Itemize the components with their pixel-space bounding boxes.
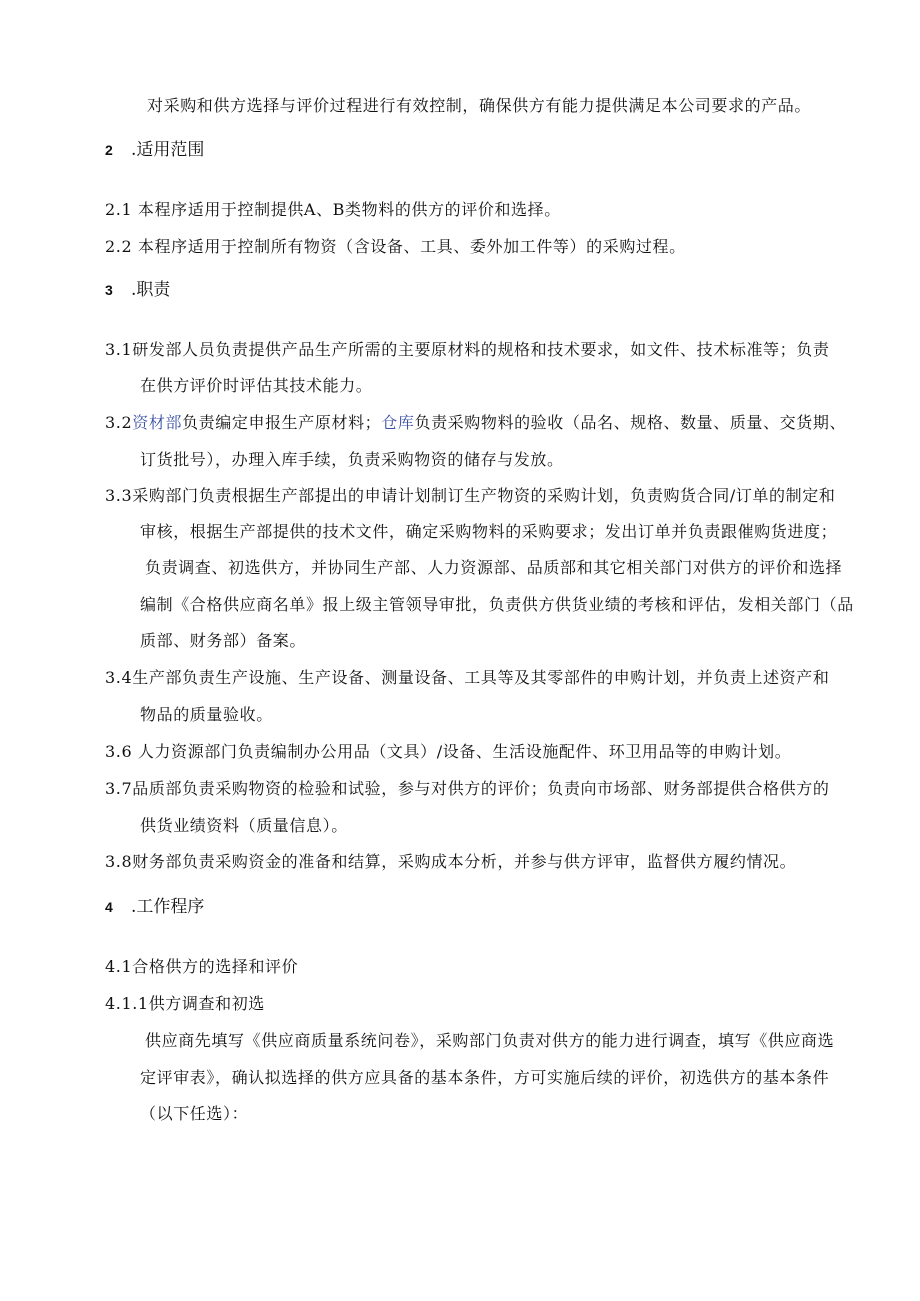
item-3-8: 3.8财务部负责采购资金的准备和结算，采购成本分析，并参与供方评审，监督供方履约情况。 <box>105 852 797 871</box>
item-3-2-line-2: 订货批号），办理入库手续，负责采购物资的储存与发放。 <box>140 450 564 469</box>
warehouse-link[interactable]: 仓库 <box>381 413 415 432</box>
section-3-number: 3 <box>105 282 113 298</box>
section-2-title: .适用范围 <box>131 140 205 160</box>
item-3-1-line-1: 3.1研发部人员负责提供产品生产所需的主要原材料的规格和技术要求，如文件、技术标准等；负责 <box>105 340 830 359</box>
item-3-6: 3.6 人力资源部门负责编制办公用品（文具）/设备、生活设施配件、环卫用品等的申购计划。 <box>105 742 792 761</box>
item-3-3-line-3: 负责调查、初选供方，并协同生产部、人力资源部、品质部和其它相关部门对供方的评价和选择 <box>145 558 843 577</box>
section-4-title: .工作程序 <box>131 897 205 917</box>
section-3-title: .职责 <box>131 280 171 300</box>
section-2-number: 2 <box>105 142 113 158</box>
item-3-1-line-2: 在供方评价时评估其技术能力。 <box>140 376 373 395</box>
subsection-4-1-heading: 4.1合格供方的选择和评价 <box>105 957 299 976</box>
section-2-heading <box>105 140 204 160</box>
materials-dept-link[interactable]: 资材部 <box>132 413 183 432</box>
item-2-1: 2.1 本程序适用于控制提供A、B类物料的供方的评价和选择。 <box>105 200 561 219</box>
item-3-7-line-2: 供货业绩资料（质量信息）。 <box>140 816 348 835</box>
section-4-heading <box>105 897 204 917</box>
item-3-2-prefix: 3.2 <box>105 413 133 432</box>
subsection-4-1-1-heading: 4.1.1供方调查和初选 <box>105 994 265 1013</box>
item-3-2-rest: 负责采购物料的验收（品名、规格、数量、质量、交货期、 <box>414 413 847 432</box>
item-3-3-line-5: 质部、财务部）备案。 <box>140 631 307 650</box>
item-3-3-line-1: 3.3采购部门负责根据生产部提出的申请计划制订生产物资的采购计划，负责购货合同/订单的制定和 <box>105 486 836 505</box>
item-3-2-line-1 <box>105 413 846 433</box>
item-3-2-mid: 负责编定申报生产原材料； <box>182 413 382 432</box>
item-3-4-line-1: 3.4生产部负责生产设施、生产设备、测量设备、工具等及其零部件的申购计划，并负责上述资产和 <box>105 668 830 687</box>
section-4-paragraph-line-1: 供应商先填写《供应商质量系统问卷》，采购部门负责对供方的能力进行调查，填写《供应商选 <box>145 1031 835 1050</box>
item-3-3-line-4: 编制《合格供应商名单》报上级主管领导审批，负责供方供货业绩的考核和评估，发相关部门（品 <box>140 595 854 614</box>
item-2-2: 2.2 本程序适用于控制所有物资（含设备、工具、委外加工件等）的采购过程。 <box>105 237 686 256</box>
section-4-number: 4 <box>105 899 113 915</box>
section-4-paragraph-line-3: （以下任选）： <box>140 1104 249 1123</box>
section-3-heading <box>105 280 170 300</box>
item-3-3-line-2: 审核，根据生产部提供的技术文件，确定采购物料的采购要求；发出订单并负责跟催购货进度； <box>140 522 838 541</box>
section-4-paragraph-line-2: 定评审表》，确认拟选择的供方应具备的基本条件，方可实施后续的评价，初选供方的基本条件 <box>140 1068 830 1087</box>
item-3-4-line-2: 物品的质量验收。 <box>140 705 273 724</box>
intro-paragraph: 对采购和供方选择与评价过程进行有效控制，确保供方有能力提供满足本公司要求的产品。 <box>147 96 812 115</box>
item-3-7-line-1: 3.7品质部负责采购物资的检验和试验，参与对供方的评价；负责向市场部、财务部提供合格供方的 <box>105 779 830 798</box>
